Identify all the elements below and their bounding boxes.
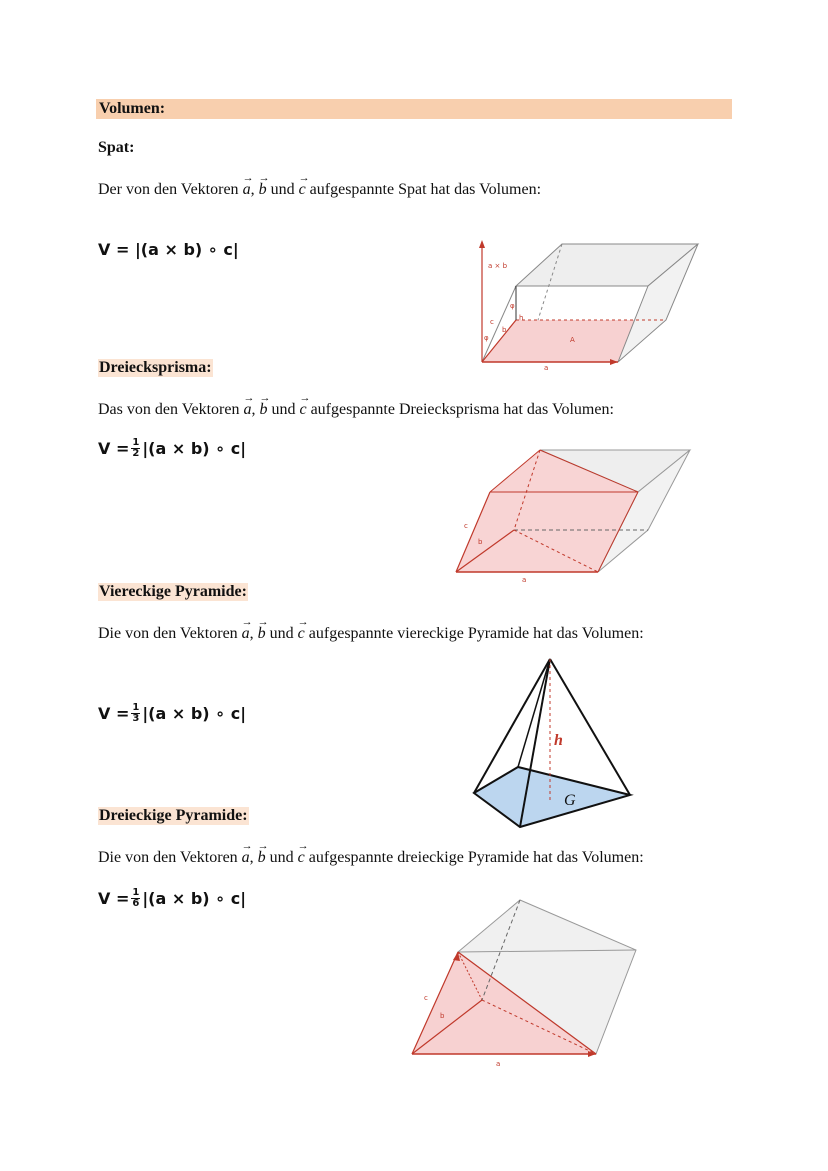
spat-label-a: a — [544, 364, 549, 372]
section-title: Volumen: — [99, 100, 166, 117]
spat-heading: Spat: — [98, 139, 135, 156]
prisma-figure — [452, 446, 696, 586]
viereck-label-h: h — [554, 732, 563, 749]
dreieck-figure — [408, 894, 642, 1074]
dreieck-label-b: b — [440, 1012, 445, 1020]
spat-formula: V = |(a × b) ∘ c| — [98, 240, 239, 259]
spat-label-axb: a × b — [488, 262, 508, 270]
vector-a: → a — [243, 181, 251, 199]
dreieck-label-a: a — [496, 1060, 501, 1068]
prisma-label-c: c — [464, 522, 468, 530]
prisma-intro: Das von den Vektoren → a, → b und → c aufgespannte Dreiecksprisma hat das Volumen: — [98, 401, 614, 419]
spat-label-b: b — [502, 326, 507, 334]
prisma-label-a: a — [522, 576, 527, 584]
dreieck-intro: Die von den Vektoren → a, → b und → c aufgespannte dreieckige Pyramide hat das Volumen: — [98, 849, 644, 867]
viereck-formula: V = $\frac{1}{3}$ |(a × b) ∘ c| — [98, 702, 247, 724]
prisma-formula: V = $\frac{1}{2}$ |(a × b) ∘ c| — [98, 437, 247, 459]
spat-intro: Der von den Vektoren → a, → b und → c aufgespannte Spat hat das Volumen: — [98, 181, 541, 199]
vector-b: → b — [259, 181, 267, 199]
dreieck-heading: Dreieckige Pyramide: — [99, 807, 248, 824]
spat-label-phi-1: φ — [510, 302, 515, 310]
dreieck-formula: V = $\frac{1}{6}$ |(a × b) ∘ c| — [98, 887, 247, 909]
viereck-intro: Die von den Vektoren → a, → b und → c aufgespannte viereckige Pyramide hat das Volumen: — [98, 625, 644, 643]
viereck-figure — [470, 655, 634, 831]
viereck-label-G: G — [564, 792, 576, 809]
section-title-bar — [96, 99, 732, 119]
dreieck-label-c: c — [424, 994, 428, 1002]
spat-label-c: c — [490, 318, 494, 326]
viereck-heading: Viereckige Pyramide: — [99, 583, 247, 600]
prisma-label-b: b — [478, 538, 483, 546]
vector-c: → c — [299, 181, 306, 199]
prisma-heading: Dreiecksprisma: — [99, 359, 212, 376]
spat-label-A: A — [570, 336, 575, 344]
spat-label-h: h — [519, 314, 524, 322]
spat-figure — [474, 238, 706, 372]
spat-label-phi-2: φ — [484, 334, 489, 342]
